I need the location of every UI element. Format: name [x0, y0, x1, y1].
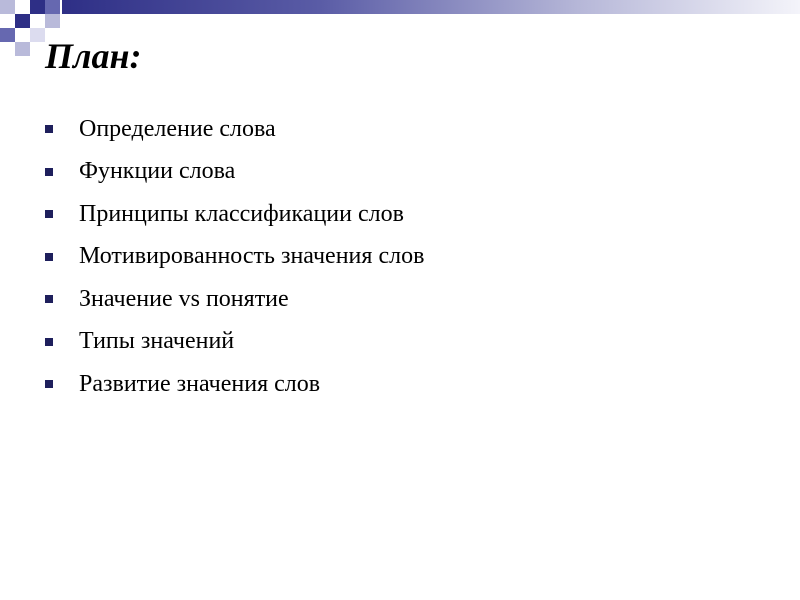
checker-square: [30, 28, 45, 42]
bullet-list: [45, 108, 424, 406]
square-bullet-icon: [45, 168, 53, 176]
square-bullet-icon: [45, 338, 53, 346]
checker-square: [0, 0, 15, 14]
checker-square: [45, 14, 60, 28]
bullet-text: Значение vs понятие: [79, 285, 289, 312]
list-item: [45, 108, 424, 151]
bullet-text: Развитие значения слов: [79, 370, 321, 397]
list-item: [45, 151, 424, 194]
list-item: [45, 363, 424, 406]
bullet-text: Функции слова: [79, 158, 236, 185]
list-item: [45, 236, 424, 279]
bullet-text: Принципы классификации слов: [79, 200, 404, 227]
square-bullet-icon: [45, 210, 53, 218]
slide-title: План:: [45, 36, 142, 76]
bullet-text: Определение слова: [79, 115, 276, 142]
square-bullet-icon: [45, 295, 53, 303]
list-item: [45, 321, 424, 364]
list-item: [45, 278, 424, 321]
checker-square: [15, 14, 30, 28]
checker-square: [15, 42, 30, 56]
square-bullet-icon: [45, 253, 53, 261]
bullet-text: Мотивированность значения слов: [79, 243, 425, 270]
top-gradient-bar: [62, 0, 800, 14]
checker-square: [30, 0, 45, 14]
checker-square: [45, 0, 60, 14]
list-item: [45, 193, 424, 236]
checker-square: [0, 28, 15, 42]
square-bullet-icon: [45, 125, 53, 133]
square-bullet-icon: [45, 380, 53, 388]
bullet-text: Типы значений: [79, 328, 235, 355]
